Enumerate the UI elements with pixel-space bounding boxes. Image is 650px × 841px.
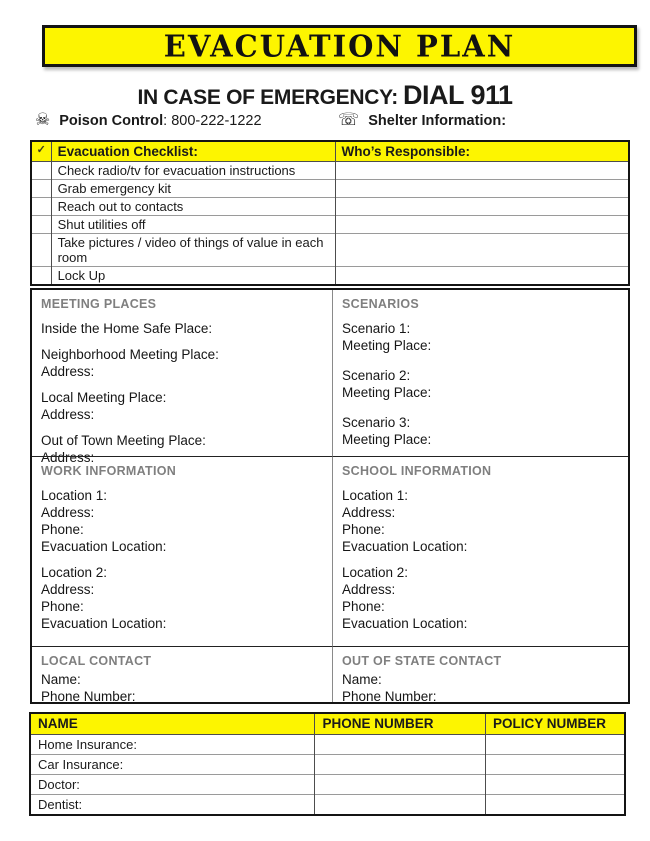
field-label: Location 2: (41, 565, 108, 580)
checkbox-cell (31, 162, 51, 180)
field-label: Out of Town Meeting Place: (41, 433, 206, 448)
policy-row (30, 734, 625, 754)
policy-blank-cell (486, 754, 625, 774)
field-label: Inside the Home Safe Place: (41, 321, 213, 336)
emergency-action: DIAL 911 (402, 80, 513, 110)
policy-blank-cell (486, 774, 625, 794)
document-title: EVACUATION PLAN (163, 28, 516, 64)
checkbox-cell (31, 198, 51, 216)
phone-blank-cell (315, 734, 486, 754)
section-title: MEETING PLACES (41, 297, 157, 311)
name-column-header: NAME (30, 713, 315, 734)
skull-crossbones-icon: ☠ (35, 110, 51, 130)
field-label: Phone: (41, 522, 84, 537)
evacuation-checklist-table (30, 140, 630, 286)
emergency-label: IN CASE OF EMERGENCY: (137, 86, 398, 109)
responsible-blank-cell (335, 162, 629, 180)
poison-control-label: Poison Control (59, 112, 164, 129)
field-label: Name: (342, 672, 382, 687)
hotline-row (35, 112, 627, 129)
field-label: Address: (41, 505, 95, 520)
section-title: OUT OF STATE CONTACT (342, 654, 502, 668)
policy-row-label: Car Insurance: (30, 754, 315, 774)
field-label: Local Meeting Place: (41, 390, 167, 405)
section-meeting-places (32, 290, 332, 465)
responsible-blank-cell (335, 180, 629, 198)
field-label: Address: (41, 450, 95, 465)
field-label: Meeting Place: (342, 338, 432, 353)
checklist-row (31, 234, 629, 267)
field-label: Location 1: (342, 488, 409, 503)
phone-blank-cell (315, 754, 486, 774)
responsible-blank-cell (335, 216, 629, 234)
checkbox-cell (31, 180, 51, 198)
field-label: Phone: (342, 522, 385, 537)
policy-blank-cell (486, 734, 625, 754)
checklist-item-label: Reach out to contacts (51, 198, 335, 216)
field-label: Neighborhood Meeting Place: (41, 347, 219, 362)
field-label: Name: (41, 672, 81, 687)
policy-row-label: Dentist: (30, 794, 315, 815)
field-label: Phone: (41, 599, 84, 614)
section-work-information (32, 456, 332, 646)
policy-blank-cell (486, 794, 625, 815)
checklist-item-label: Take pictures / video of things of value in each room (51, 234, 335, 267)
poison-control-number: : 800-222-1222 (163, 112, 262, 129)
checklist-item-label: Grab emergency kit (51, 180, 335, 198)
checkbox-cell (31, 216, 51, 234)
phone-blank-cell (315, 794, 486, 815)
phone-number-column-header: PHONE NUMBER (315, 713, 486, 734)
field-label: Scenario 2: (342, 368, 411, 383)
field-label: Address: (41, 407, 95, 422)
checklist-column-header: Evacuation Checklist: (51, 141, 335, 162)
checklist-header-row (31, 141, 629, 162)
plan-details-grid (30, 288, 630, 704)
field-label: Address: (342, 505, 396, 520)
field-label: Evacuation Location: (342, 539, 468, 554)
responsible-blank-cell (335, 267, 629, 286)
check-mark-icon: ✓ (31, 141, 51, 162)
section-out-of-state-contact (332, 646, 628, 702)
policy-header-row (30, 713, 625, 734)
checklist-item-label: Check radio/tv for evacuation instructions (51, 162, 335, 180)
policy-row (30, 754, 625, 774)
field-label: Meeting Place: (342, 385, 432, 400)
checklist-row (31, 216, 629, 234)
shelter-information-label: Shelter Information: (368, 112, 507, 129)
field-label: Phone: (342, 599, 385, 614)
checklist-row (31, 180, 629, 198)
field-label: Phone Number: (41, 689, 136, 704)
section-school-information (332, 456, 628, 646)
checklist-row (31, 267, 629, 286)
checklist-item-label: Shut utilities off (51, 216, 335, 234)
field-label: Location 1: (41, 488, 108, 503)
policy-row-label: Home Insurance: (38, 736, 137, 752)
policy-row (30, 774, 625, 794)
checklist-row (31, 198, 629, 216)
responsible-blank-cell (335, 234, 629, 267)
phone-blank-cell (315, 774, 486, 794)
section-title: SCENARIOS (342, 297, 420, 311)
telephone-icon: ☏ (338, 110, 360, 130)
policy-row (30, 794, 625, 815)
poison-control-line (35, 112, 338, 129)
responsible-blank-cell (335, 198, 629, 216)
field-label: Evacuation Location: (342, 616, 468, 631)
responsible-column-header: Who’s Responsible: (335, 141, 629, 162)
field-label: Scenario 1: (342, 321, 411, 336)
section-local-contact (32, 646, 332, 702)
field-label: Address: (41, 582, 95, 597)
checklist-item-label: Lock Up (51, 267, 335, 286)
policy-row-label: Doctor: (30, 774, 315, 794)
checkbox-cell (31, 234, 51, 267)
section-title: LOCAL CONTACT (41, 654, 152, 668)
field-label: Address: (342, 582, 396, 597)
checkbox-cell (31, 267, 51, 286)
field-label: Evacuation Location: (41, 616, 167, 631)
field-label: Address: (41, 364, 95, 379)
checklist-row (31, 162, 629, 180)
insurance-contacts-table (29, 712, 626, 816)
policy-number-column-header: POLICY NUMBER (486, 713, 625, 734)
shelter-information-line (338, 112, 506, 129)
field-label: Meeting Place: (342, 432, 432, 447)
document-title-banner (42, 25, 637, 67)
section-title: WORK INFORMATION (41, 464, 177, 478)
section-scenarios (332, 290, 628, 456)
emergency-heading (0, 80, 650, 111)
field-label: Location 2: (342, 565, 409, 580)
field-label: Evacuation Location: (41, 539, 167, 554)
field-label: Scenario 3: (342, 415, 411, 430)
field-label: Phone Number: (342, 689, 437, 704)
section-title: SCHOOL INFORMATION (342, 464, 492, 478)
